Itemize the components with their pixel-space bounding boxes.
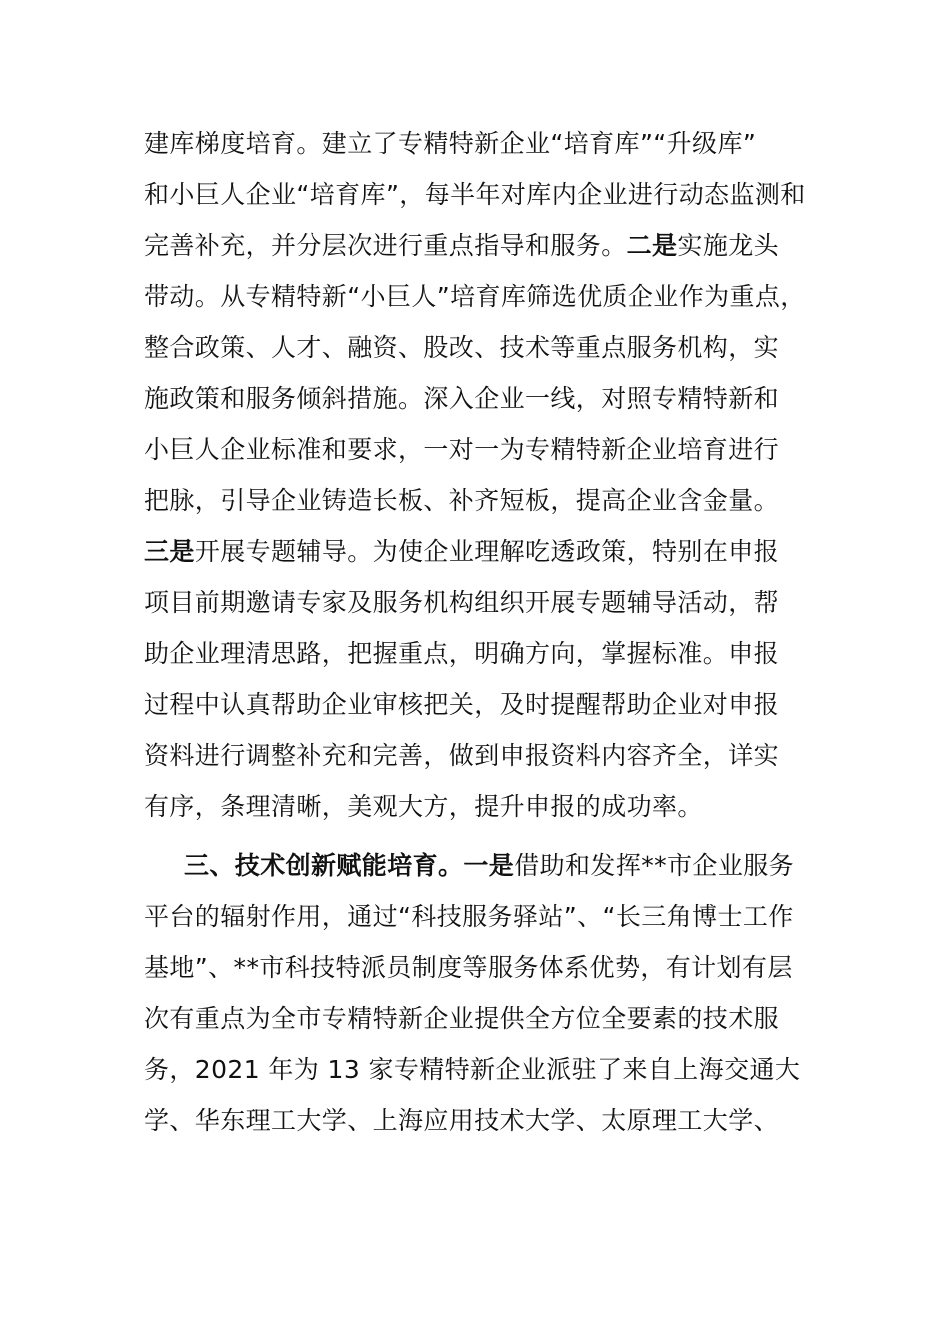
bold-text-segment: 三、技术创新赋能培育。	[184, 851, 464, 880]
text-line	[144, 373, 809, 424]
text-segment: 学、华东理工大学、上海应用技术大学、太原理工大学、	[144, 1106, 780, 1135]
text-line	[144, 993, 809, 1044]
text-segment: 小巨人企业标准和要求，一对一为专精特新企业培育进行	[144, 435, 780, 464]
bold-text-segment: 三是	[144, 537, 195, 566]
text-segment: 带动。从专精特新“小巨人”培育库筛选优质企业作为重点，	[144, 282, 806, 311]
document-body	[144, 118, 809, 1146]
text-line	[144, 118, 809, 169]
text-line	[144, 730, 809, 781]
text-line	[144, 271, 809, 322]
text-segment: 有序，条理清晰，美观大方，提升申报的成功率。	[144, 792, 703, 821]
text-segment: 把脉，引导企业铸造长板、补齐短板，提高企业含金量。	[144, 486, 780, 515]
text-line	[144, 891, 809, 942]
text-line	[144, 1095, 809, 1146]
text-segment: 实施龙头	[677, 231, 780, 260]
text-line	[144, 220, 809, 271]
text-line	[144, 322, 809, 373]
text-segment: 和小巨人企业“培育库”，每半年对库内企业进行动态监测和	[144, 180, 806, 209]
text-line	[144, 840, 809, 891]
text-segment: 开展专题辅导。为使企业理解吃透政策，特别在申报	[194, 537, 780, 566]
text-segment: 完善补充，并分层次进行重点指导和服务。	[144, 231, 627, 260]
text-line	[144, 169, 809, 220]
text-line	[144, 475, 809, 526]
text-segment: 平台的辐射作用，通过“科技服务驿站”、“长三角博士工作	[144, 902, 794, 931]
text-segment: 施政策和服务倾斜措施。深入企业一线，对照专精特新和	[144, 384, 780, 413]
text-line	[144, 577, 809, 628]
bold-text-segment: 二是	[626, 231, 678, 260]
text-segment: 过程中认真帮助企业审核把关，及时提醒帮助企业对申报	[144, 690, 780, 719]
text-segment: 助企业理清思路，把握重点，明确方向，掌握标准。申报	[144, 639, 780, 668]
text-line	[144, 424, 809, 475]
text-segment: 资料进行调整补充和完善，做到申报资料内容齐全，详实	[144, 741, 780, 770]
text-line	[144, 942, 809, 993]
text-segment: 基地”、**市科技特派员制度等服务体系优势，有计划有层	[144, 953, 793, 982]
text-segment: 项目前期邀请专家及服务机构组织开展专题辅导活动，帮	[144, 588, 780, 617]
text-line	[144, 1044, 809, 1095]
text-segment: 建库梯度培育。建立了专精特新企业“培育库”“升级库”	[144, 129, 757, 158]
bold-text-segment: 一是	[463, 851, 515, 880]
text-line	[144, 526, 809, 577]
text-line	[144, 781, 809, 832]
text-segment: 整合政策、人才、融资、股改、技术等重点服务机构，实	[144, 333, 780, 362]
text-line	[144, 679, 809, 730]
text-line	[144, 628, 809, 679]
text-segment: 务，2021 年为 13 家专精特新企业派驻了来自上海交通大	[144, 1055, 801, 1084]
text-segment: 次有重点为全市专精特新企业提供全方位全要素的技术服	[144, 1004, 780, 1033]
text-segment: 借助和发挥**市企业服务	[514, 851, 795, 880]
paragraph-gap	[144, 832, 809, 840]
